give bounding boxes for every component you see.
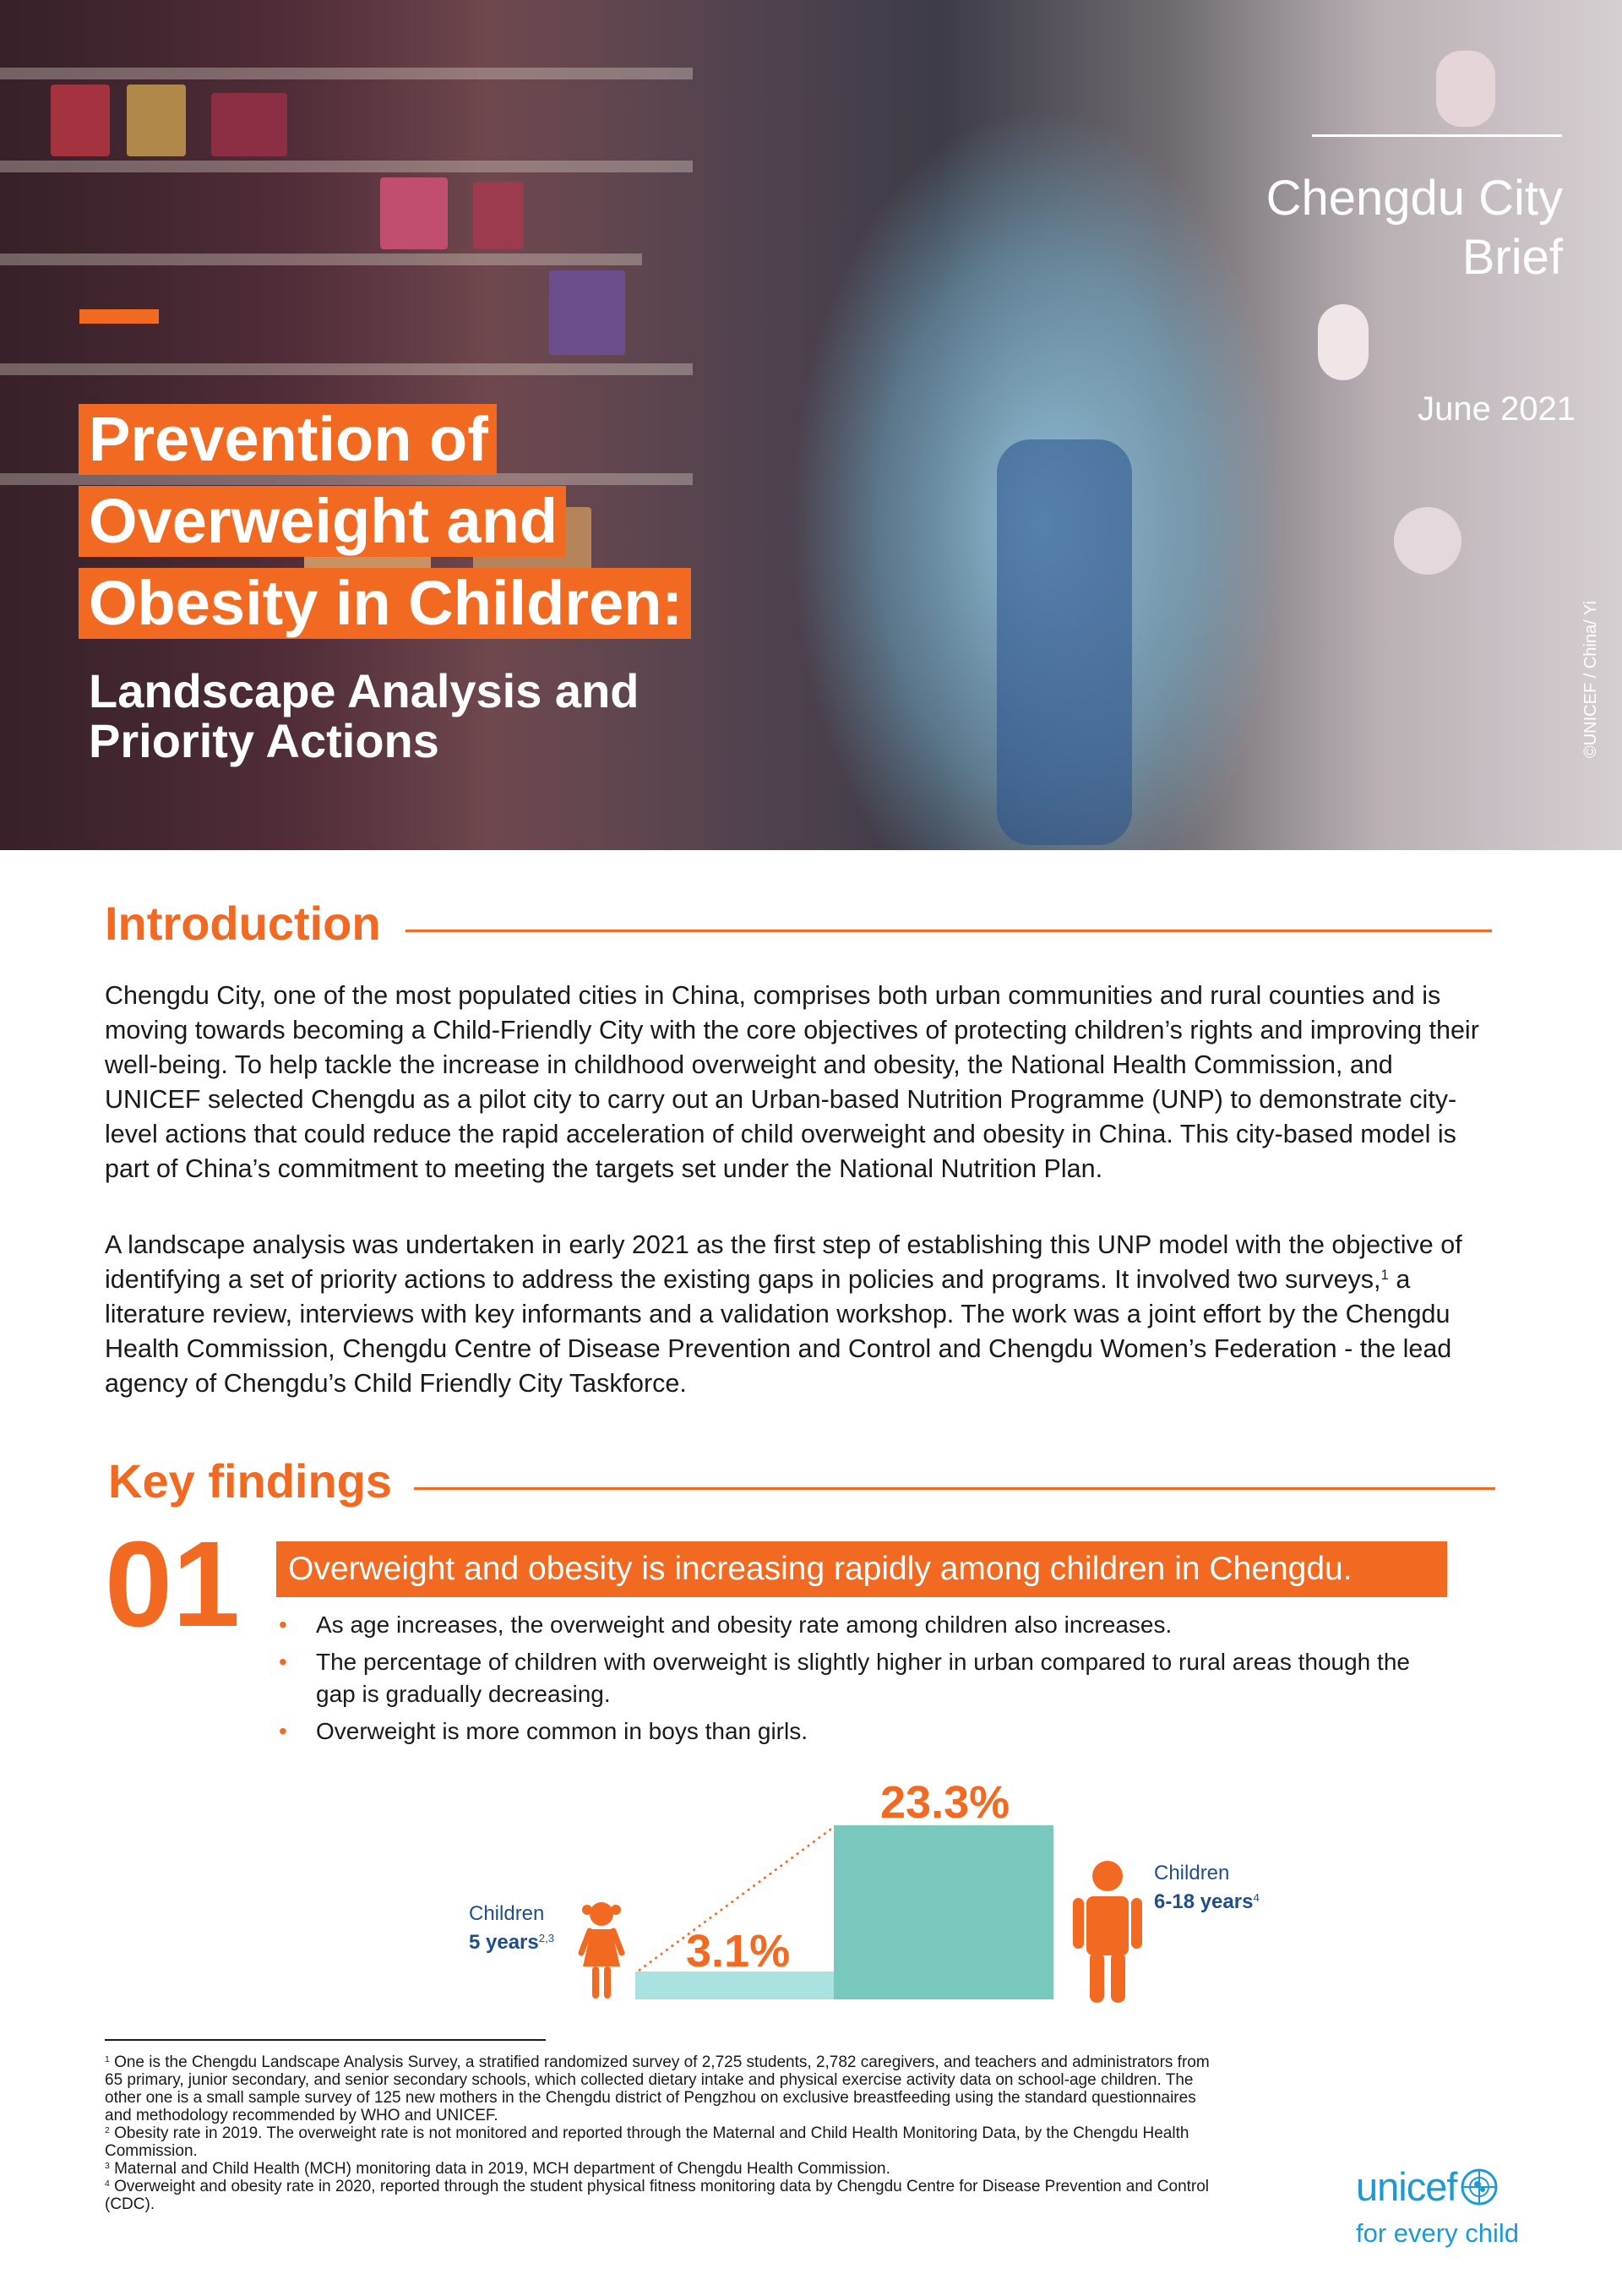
footnote-ref: 2,3 [538,1932,555,1945]
photo-credit: ©UNICEF / China/ Yi [1581,601,1600,758]
shelf-product [549,270,625,355]
accent-dash [79,309,159,324]
publication-date: June 2021 [1418,390,1576,428]
title-line: Prevention of [79,404,497,475]
age-label-6-18-years [1154,1859,1260,1917]
footnote-ref: 2 [105,2125,110,2135]
main-title [79,404,691,650]
footnote-ref: 3 [105,2161,110,2171]
shelf-product [1318,304,1369,380]
logo-row [1356,2163,1538,2210]
title-line: Overweight and [79,486,566,557]
bullet-text: Overweight is more common in boys than girls. [316,1718,808,1744]
hero-photo [0,0,1622,850]
footnote-ref: 1 [1380,1266,1389,1283]
value-6-18-years: 23.3% [880,1777,1010,1828]
introduction-heading: Introduction [105,896,403,951]
key-findings-heading: Key findings [108,1453,414,1508]
bullet-text: As age increases, the overweight and obesity rate among children also increases. [316,1612,1173,1638]
title-line: Obesity in Children: [79,568,691,639]
footnote-text: Overweight and obesity rate in 2020, reported through the student physical fitness monitoring data by Chengdu Centre for Disease Prevention and Control (CDC). [105,2178,1210,2213]
age-label-5-years [469,1900,554,1957]
shelf [0,68,693,79]
finding-bullets [279,1609,1445,1753]
section-rule [406,1487,1495,1490]
shelf [0,161,693,172]
shelf-product [473,182,524,249]
bar-6-18-years [834,1825,1053,1999]
footnote-text: Obesity rate in 2019. The overweight rate is not monitored and reported through the Maternal and Child Health Monitoring Data, by the Chengdu Health Commission. [105,2124,1189,2160]
brief-title: Chengdu City Brief [1265,171,1563,285]
bullet-text: The percentage of children with overweight is slightly higher in urban compared to rural areas though the gap is gradually decreasing. [316,1649,1410,1707]
bullet-icon: • [279,1649,287,1675]
footnote-rule [105,2039,546,2041]
shelf [0,363,693,375]
bullet-icon: • [279,1718,287,1744]
logo-wordmark: unicef [1356,2164,1457,2209]
list-item [279,1646,1445,1710]
bullet-icon: • [279,1612,287,1638]
child-figure [997,439,1132,845]
logo-tagline: for every child [1356,2218,1519,2248]
introduction-paragraph-1: Chengdu City, one of the most populated cities in China, comprises both urban communities and rural counties and is moving towards becoming a Child-Friendly City with the core objectives of protecting children’s rights and improving their well-being. To help tackle the increase in childhood overweight and obesity, the National Health Commission, and UNICEF selected Chengdu as a pilot city to carry out an Urban-based Nutrition Programme (UNP) to demonstrate city-level actions that could reduce the rapid acceleration of child overweight and obesity in China. This city-based model is part of China’s commitment to meeting the targets set under the National Nutrition Plan. [105,981,1479,1183]
finding-number: 01 [105,1516,241,1652]
footnotes [105,2053,1220,2213]
boy-icon [1070,1859,1146,2004]
footnote-ref: 4 [105,2179,110,2189]
value-5-years: 3.1% [686,1926,791,1977]
shelf-product [211,93,287,156]
shelf-product [51,85,110,156]
list-item [279,1715,1445,1748]
section-rule [406,930,1492,932]
shelf-product [380,177,448,249]
paragraph-text: a literature review, interviews with key informants and a validation workshop. The work was a joint effort by the Chengdu Health Commission, Chengdu Centre of Disease Prevention and Control and Chengdu Women’s Federation - the lead agency of Chengdu’s Child Friendly City Taskforce. [105,1265,1452,1398]
girl-icon [578,1901,625,2002]
shelf-product [127,85,186,156]
footnote-3 [105,2160,1220,2178]
footnote-ref: 1 [105,2054,110,2064]
finding-title: Overweight and obesity is increasing rapidly among children in Chengdu. [276,1541,1447,1597]
subtitle: Landscape Analysis and Priority Actions [89,664,640,767]
introduction-paragraph-2 [105,1228,1490,1401]
age-label-top: Children [1154,1862,1230,1884]
shelf-product [1436,51,1495,127]
age-label-bold: 5 years [469,1931,539,1954]
title-rule [1312,134,1562,137]
unicef-emblem-icon [1460,2168,1499,2206]
paragraph-text: A landscape analysis was undertaken in early 2021 as the first step of establishing this UNP model with the objective of identifying a set of priority actions to address the existing gaps in policies and programs. It involved two surveys, [105,1230,1462,1294]
footnote-2 [105,2124,1220,2160]
footnote-4 [105,2178,1220,2213]
shelf-product [1394,507,1461,575]
footnote-1 [105,2053,1220,2124]
shelf [0,254,642,265]
list-item [279,1609,1445,1641]
footnote-text: One is the Chengdu Landscape Analysis Survey, a stratified randomized survey of 2,725 students, 2,782 caregivers, and teachers and administrators from 65 primary, junior secondary, and senior secondary schools, which collected dietary intake and physical exercise activity data on school-age children. The other one is a small sample survey of 125 new mothers in the Chengdu district of Pengzhou on exclusive breastfeeding using the standard questionnaires and methodology recommended by WHO and UNICEF. [105,2053,1210,2124]
unicef-logo [1356,2163,1538,2249]
footnote-text: Maternal and Child Health (MCH) monitoring data in 2019, MCH department of Chengdu Health Commission. [109,2160,890,2178]
age-label-top: Children [469,1902,545,1925]
age-label-bold: 6-18 years [1154,1890,1254,1913]
footnote-ref: 4 [1253,1891,1260,1905]
